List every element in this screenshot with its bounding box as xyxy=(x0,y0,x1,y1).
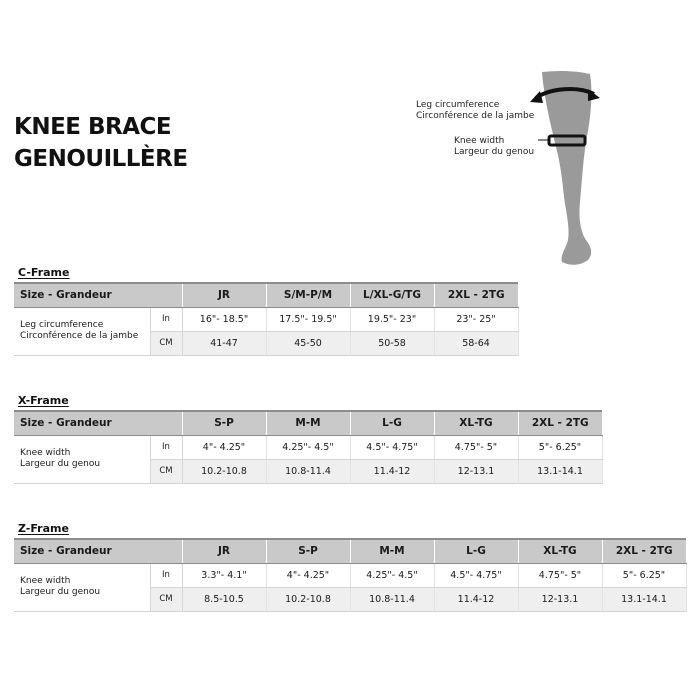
table-row xyxy=(14,563,686,587)
size-col: 2XL - 2TG xyxy=(434,283,518,307)
value-cell: 16"- 18.5" xyxy=(182,307,266,331)
value-cell: 8.5-10.5 xyxy=(182,587,266,611)
size-col: S/M-P/M xyxy=(266,283,350,307)
value-cell: 23"- 25" xyxy=(434,307,518,331)
unit-cell: In xyxy=(150,307,182,331)
value-cell: 5"- 6.25" xyxy=(518,435,602,459)
value-cell: 11.4-12 xyxy=(350,459,434,483)
c-frame-section xyxy=(14,266,519,356)
knee-width-label xyxy=(454,136,534,158)
leg-circumference-en: Leg circumference xyxy=(416,100,500,110)
row-label-fr: Largeur du genou xyxy=(20,459,101,469)
value-cell: 10.2-10.8 xyxy=(266,587,350,611)
knee-width-en: Knee width xyxy=(454,136,505,146)
size-col: JR xyxy=(182,283,266,307)
row-label xyxy=(14,435,150,483)
header-row xyxy=(14,411,602,435)
leg-circumference-label xyxy=(416,100,534,122)
value-cell: 5"- 6.25" xyxy=(602,563,686,587)
x-frame-table xyxy=(14,410,603,484)
value-cell: 4.25"- 4.5" xyxy=(266,435,350,459)
size-header: Size - Grandeur xyxy=(14,283,182,307)
size-header: Size - Grandeur xyxy=(14,411,182,435)
table-row xyxy=(14,435,602,459)
unit-cell: In xyxy=(150,563,182,587)
z-frame-table xyxy=(14,538,687,612)
size-col: XL-TG xyxy=(434,411,518,435)
value-cell: 4.25"- 4.5" xyxy=(350,563,434,587)
value-cell: 50-58 xyxy=(350,331,434,355)
row-label xyxy=(14,563,150,611)
leg-measurement-diagram xyxy=(410,62,610,272)
z-frame-section xyxy=(14,522,687,612)
leg-circumference-fr: Circonférence de la jambe xyxy=(416,111,535,121)
value-cell: 4"- 4.25" xyxy=(182,435,266,459)
value-cell: 41-47 xyxy=(182,331,266,355)
size-col: 2XL - 2TG xyxy=(602,539,686,563)
value-cell: 3.3"- 4.1" xyxy=(182,563,266,587)
value-cell: 11.4-12 xyxy=(434,587,518,611)
value-cell: 4.75"- 5" xyxy=(434,435,518,459)
value-cell: 12-13.1 xyxy=(434,459,518,483)
size-col: L-G xyxy=(434,539,518,563)
table-row xyxy=(14,307,518,331)
size-col: L-G xyxy=(350,411,434,435)
unit-cell: In xyxy=(150,435,182,459)
value-cell: 58-64 xyxy=(434,331,518,355)
section-title: C-Frame xyxy=(18,266,70,279)
section-title: Z-Frame xyxy=(18,522,69,535)
section-title: X-Frame xyxy=(18,394,69,407)
unit-cell: CM xyxy=(150,587,182,611)
size-col: 2XL - 2TG xyxy=(518,411,602,435)
knee-width-fr: Largeur du genou xyxy=(454,147,535,157)
value-cell: 10.8-11.4 xyxy=(350,587,434,611)
size-col: M-M xyxy=(350,539,434,563)
unit-cell: CM xyxy=(150,459,182,483)
value-cell: 13.1-14.1 xyxy=(602,587,686,611)
x-frame-section xyxy=(14,394,603,484)
arrow-head-right xyxy=(588,89,600,101)
size-col: S-P xyxy=(266,539,350,563)
size-col: JR xyxy=(182,539,266,563)
size-col: M-M xyxy=(266,411,350,435)
row-label-en: Knee width xyxy=(20,576,71,586)
header-row xyxy=(14,539,686,563)
size-header: Size - Grandeur xyxy=(14,539,182,563)
value-cell: 45-50 xyxy=(266,331,350,355)
value-cell: 10.2-10.8 xyxy=(182,459,266,483)
size-col: XL-TG xyxy=(518,539,602,563)
value-cell: 17.5"- 19.5" xyxy=(266,307,350,331)
value-cell: 19.5"- 23" xyxy=(350,307,434,331)
header-row xyxy=(14,283,518,307)
value-cell: 4"- 4.25" xyxy=(266,563,350,587)
title-line-2: GENOUILLÈRE xyxy=(14,146,188,172)
row-label-fr: Largeur du genou xyxy=(20,587,101,597)
row-label-fr: Circonférence de la jambe xyxy=(20,331,139,341)
size-col: L/XL-G/TG xyxy=(350,283,434,307)
value-cell: 4.5"- 4.75" xyxy=(434,563,518,587)
leg-shape xyxy=(542,71,591,265)
value-cell: 13.1-14.1 xyxy=(518,459,602,483)
unit-cell: CM xyxy=(150,331,182,355)
c-frame-table xyxy=(14,282,519,356)
value-cell: 4.75"- 5" xyxy=(518,563,602,587)
leg-illustration xyxy=(410,62,610,272)
value-cell: 12-13.1 xyxy=(518,587,602,611)
title-line-1: KNEE BRACE xyxy=(14,114,172,140)
size-col: S-P xyxy=(182,411,266,435)
value-cell: 4.5"- 4.75" xyxy=(350,435,434,459)
row-label xyxy=(14,307,150,355)
row-label-en: Leg circumference xyxy=(20,320,104,330)
value-cell: 10.8-11.4 xyxy=(266,459,350,483)
row-label-en: Knee width xyxy=(20,448,71,458)
